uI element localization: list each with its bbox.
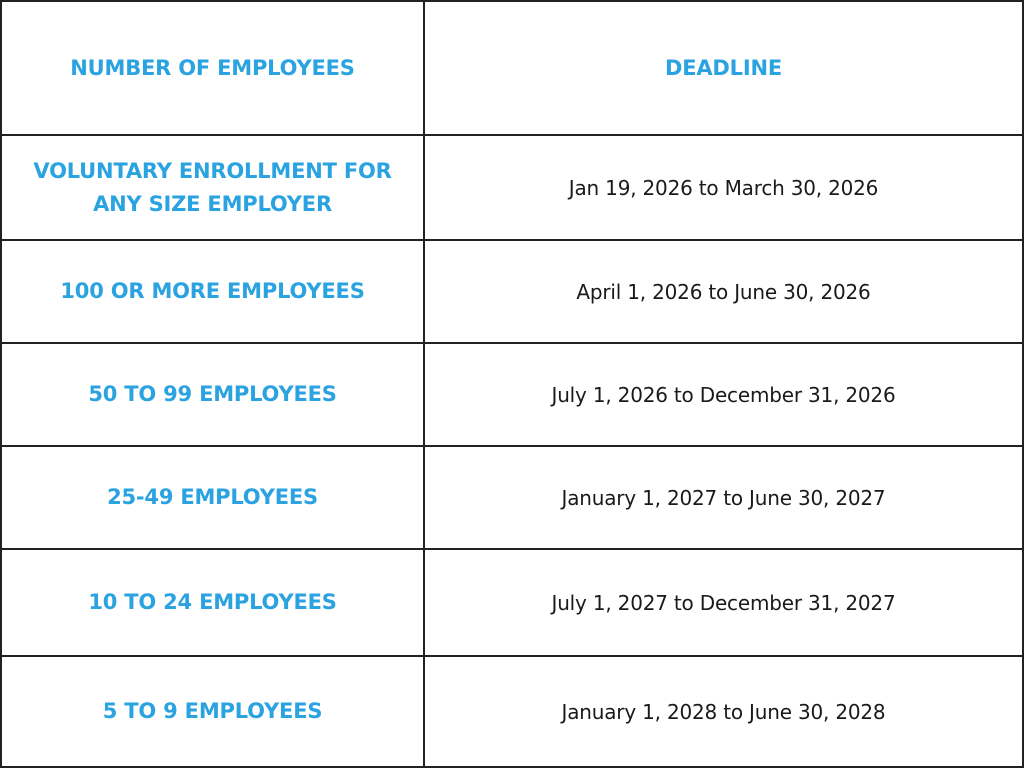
row-deadline: July 1, 2026 to December 31, 2026: [425, 344, 1022, 447]
row-employees: 50 TO 99 EMPLOYEES: [2, 344, 425, 447]
header-employees: NUMBER OF EMPLOYEES: [2, 2, 425, 136]
row-employees: 100 OR MORE EMPLOYEES: [2, 241, 425, 344]
row-employees: 10 TO 24 EMPLOYEES: [2, 550, 425, 657]
row-deadline: January 1, 2028 to June 30, 2028: [561, 699, 886, 724]
row-deadline: April 1, 2026 to June 30, 2026: [425, 241, 1022, 344]
row-deadline: Jan 19, 2026 to March 30, 2026: [425, 136, 1022, 241]
row-deadline: January 1, 2027 to June 30, 2027: [425, 447, 1022, 550]
row-deadline: July 1, 2027 to December 31, 2027: [425, 550, 1022, 657]
row-employees: VOLUNTARY ENROLLMENT FOR ANY SIZE EMPLOYER: [2, 136, 425, 241]
header-deadline: DEADLINE: [425, 2, 1022, 136]
row-employees: 5 TO 9 EMPLOYEES: [2, 657, 425, 766]
row-employees: 25-49 EMPLOYEES: [2, 447, 425, 550]
